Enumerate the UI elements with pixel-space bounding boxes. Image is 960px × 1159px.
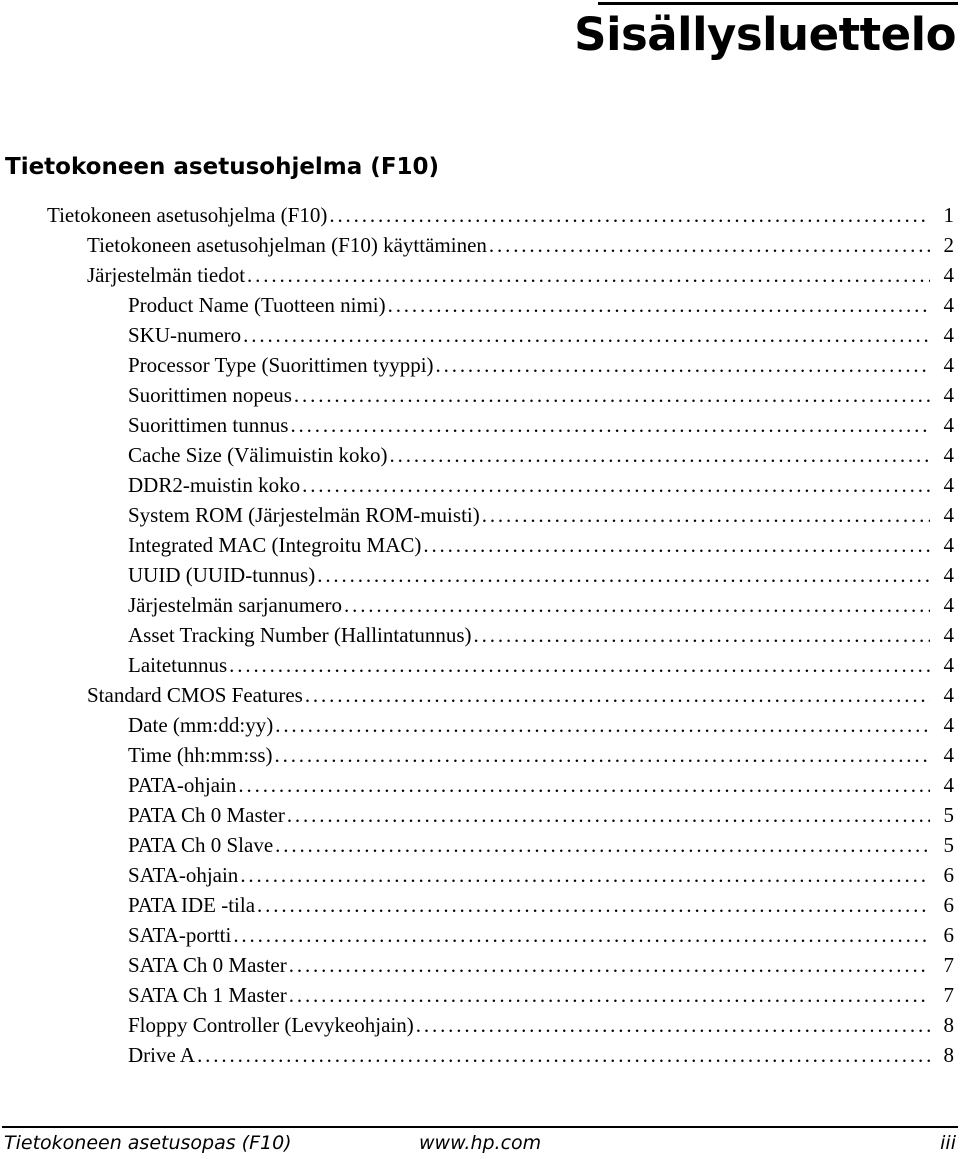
dot-leader — [390, 440, 930, 470]
dot-leader — [294, 380, 930, 410]
dot-leader — [436, 350, 930, 380]
toc-entry[interactable] — [0, 500, 960, 530]
toc-entry[interactable] — [0, 530, 960, 560]
dot-leader — [489, 230, 930, 260]
page-title: Sisällysluettelo — [574, 8, 956, 61]
toc-entry[interactable] — [0, 470, 960, 500]
toc-entry[interactable] — [0, 800, 960, 830]
dot-leader — [257, 890, 930, 920]
dot-leader — [275, 830, 930, 860]
toc-page-number: 4 — [943, 383, 954, 407]
dot-leader — [329, 200, 930, 230]
toc-page-number: 4 — [943, 653, 954, 677]
footer-page-number: iii — [940, 1132, 956, 1154]
toc-page-number: 4 — [943, 743, 954, 767]
toc-entry[interactable] — [0, 710, 960, 740]
toc-entry-label: Tietokoneen asetusohjelma (F10) — [47, 203, 328, 227]
toc-page-number: 2 — [943, 233, 954, 257]
toc-entry[interactable] — [0, 950, 960, 980]
toc-entry-label: System ROM (Järjestelmän ROM-muisti) — [128, 503, 480, 527]
toc-page-number: 4 — [943, 623, 954, 647]
dot-leader — [289, 980, 930, 1010]
toc-entry-label: DDR2-muistin koko — [128, 473, 301, 497]
dot-leader — [238, 770, 930, 800]
dot-leader — [317, 560, 930, 590]
toc-page-number: 7 — [943, 953, 954, 977]
toc-page-number: 4 — [943, 473, 954, 497]
toc-page-number: 6 — [943, 923, 954, 947]
toc-entry-label: Järjestelmän sarjanumero — [128, 593, 342, 617]
toc-entry[interactable] — [0, 590, 960, 620]
toc-entry[interactable] — [0, 560, 960, 590]
toc-page-number: 4 — [943, 503, 954, 527]
toc-entry[interactable] — [0, 200, 960, 230]
dot-leader — [289, 950, 930, 980]
toc-entry[interactable] — [0, 320, 960, 350]
page-footer — [0, 1130, 960, 1156]
toc-page-number: 5 — [943, 833, 954, 857]
toc-page-number: 1 — [943, 203, 954, 227]
toc-entry-label: Tietokoneen asetusohjelman (F10) käyttäminen — [87, 233, 487, 257]
dot-leader — [275, 740, 931, 770]
toc-entry-label: Product Name (Tuotteen nimi) — [128, 293, 386, 317]
toc-entry[interactable] — [0, 920, 960, 950]
toc-entry[interactable] — [0, 380, 960, 410]
toc-page-number: 6 — [943, 863, 954, 887]
toc-entry[interactable] — [0, 740, 960, 770]
toc-entry-label: Cache Size (Välimuistin koko) — [128, 443, 388, 467]
toc-entry[interactable] — [0, 770, 960, 800]
dot-leader — [305, 680, 930, 710]
toc-entry[interactable] — [0, 410, 960, 440]
dot-leader — [482, 500, 930, 530]
dot-leader — [287, 800, 930, 830]
section-heading: Tietokoneen asetusohjelma (F10) — [5, 154, 440, 180]
toc-entry-label: Time (hh:mm:ss) — [128, 743, 273, 767]
toc-entry[interactable] — [0, 680, 960, 710]
dot-leader — [275, 710, 930, 740]
toc-entry[interactable] — [0, 230, 960, 260]
toc-page-number: 5 — [943, 803, 954, 827]
dot-leader — [229, 650, 930, 680]
toc-entry-label: SKU-numero — [128, 323, 242, 347]
toc-page-number: 4 — [943, 563, 954, 587]
toc-entry-label: PATA-ohjain — [128, 773, 237, 797]
toc-entry-label: SATA-portti — [128, 923, 232, 947]
toc-page-number: 4 — [943, 443, 954, 467]
toc-entry-label: Drive A — [128, 1043, 196, 1067]
dot-leader — [247, 260, 930, 290]
toc-entry-label: Suorittimen nopeus — [128, 383, 292, 407]
toc-entry-label: UUID (UUID-tunnus) — [128, 563, 316, 587]
dot-leader — [197, 1040, 930, 1070]
toc-entry[interactable] — [0, 350, 960, 380]
toc-page-number: 7 — [943, 983, 954, 1007]
dot-leader — [423, 530, 930, 560]
toc-entry-label: PATA Ch 0 Master — [128, 803, 285, 827]
toc-page-number: 4 — [943, 683, 954, 707]
toc-page-number: 4 — [943, 593, 954, 617]
toc-entry-label: Date (mm:dd:yy) — [128, 713, 274, 737]
dot-leader — [416, 1010, 930, 1040]
dot-leader — [233, 920, 930, 950]
toc-entry[interactable] — [0, 650, 960, 680]
toc-entry[interactable] — [0, 440, 960, 470]
dot-leader — [388, 290, 930, 320]
toc-page-number: 4 — [943, 713, 954, 737]
toc-entry-label: SATA-ohjain — [128, 863, 239, 887]
dot-leader — [290, 410, 930, 440]
dot-leader — [243, 320, 930, 350]
toc-entry-label: PATA IDE -tila — [128, 893, 256, 917]
toc-entry-label: Järjestelmän tiedot — [87, 263, 246, 287]
toc-entry-label: Processor Type (Suorittimen tyyppi) — [128, 353, 434, 377]
toc-entry[interactable] — [0, 1040, 960, 1070]
toc-entry-label: Floppy Controller (Levykeohjain) — [128, 1013, 414, 1037]
toc-entry-label: Integrated MAC (Integroitu MAC) — [128, 533, 422, 557]
toc-entry[interactable] — [0, 830, 960, 860]
toc-page-number: 4 — [943, 413, 954, 437]
toc-page-number: 4 — [943, 773, 954, 797]
toc-entry-label: Asset Tracking Number (Hallintatunnus) — [128, 623, 472, 647]
toc-entry-label: Laitetunnus — [128, 653, 228, 677]
dot-leader — [474, 620, 930, 650]
toc-entry[interactable] — [0, 860, 960, 890]
toc-entry[interactable] — [0, 1010, 960, 1040]
toc-entry[interactable] — [0, 890, 960, 920]
footer-rule — [2, 1126, 958, 1128]
toc-page-number: 4 — [943, 323, 954, 347]
toc-entry[interactable] — [0, 260, 960, 290]
table-of-contents — [0, 200, 960, 1070]
toc-entry[interactable] — [0, 290, 960, 320]
toc-entry-label: SATA Ch 1 Master — [128, 983, 287, 1007]
toc-page-number: 4 — [943, 353, 954, 377]
toc-entry-label: SATA Ch 0 Master — [128, 953, 287, 977]
toc-entry-label: Standard CMOS Features — [87, 683, 303, 707]
toc-entry[interactable] — [0, 620, 960, 650]
toc-entry[interactable] — [0, 980, 960, 1010]
toc-page-number: 4 — [943, 533, 954, 557]
dot-leader — [302, 470, 930, 500]
toc-entry-label: Suorittimen tunnus — [128, 413, 289, 437]
toc-page-number: 4 — [943, 263, 954, 287]
toc-page-number: 8 — [943, 1043, 954, 1067]
footer-document-title: Tietokoneen asetusopas (F10) — [4, 1132, 292, 1154]
footer-website-link[interactable]: www.hp.com — [419, 1132, 542, 1154]
dot-leader — [240, 860, 930, 890]
toc-page-number: 8 — [943, 1013, 954, 1037]
toc-page-number: 6 — [943, 893, 954, 917]
dot-leader — [344, 590, 930, 620]
toc-page-number: 4 — [943, 293, 954, 317]
toc-entry-label: PATA Ch 0 Slave — [128, 833, 274, 857]
